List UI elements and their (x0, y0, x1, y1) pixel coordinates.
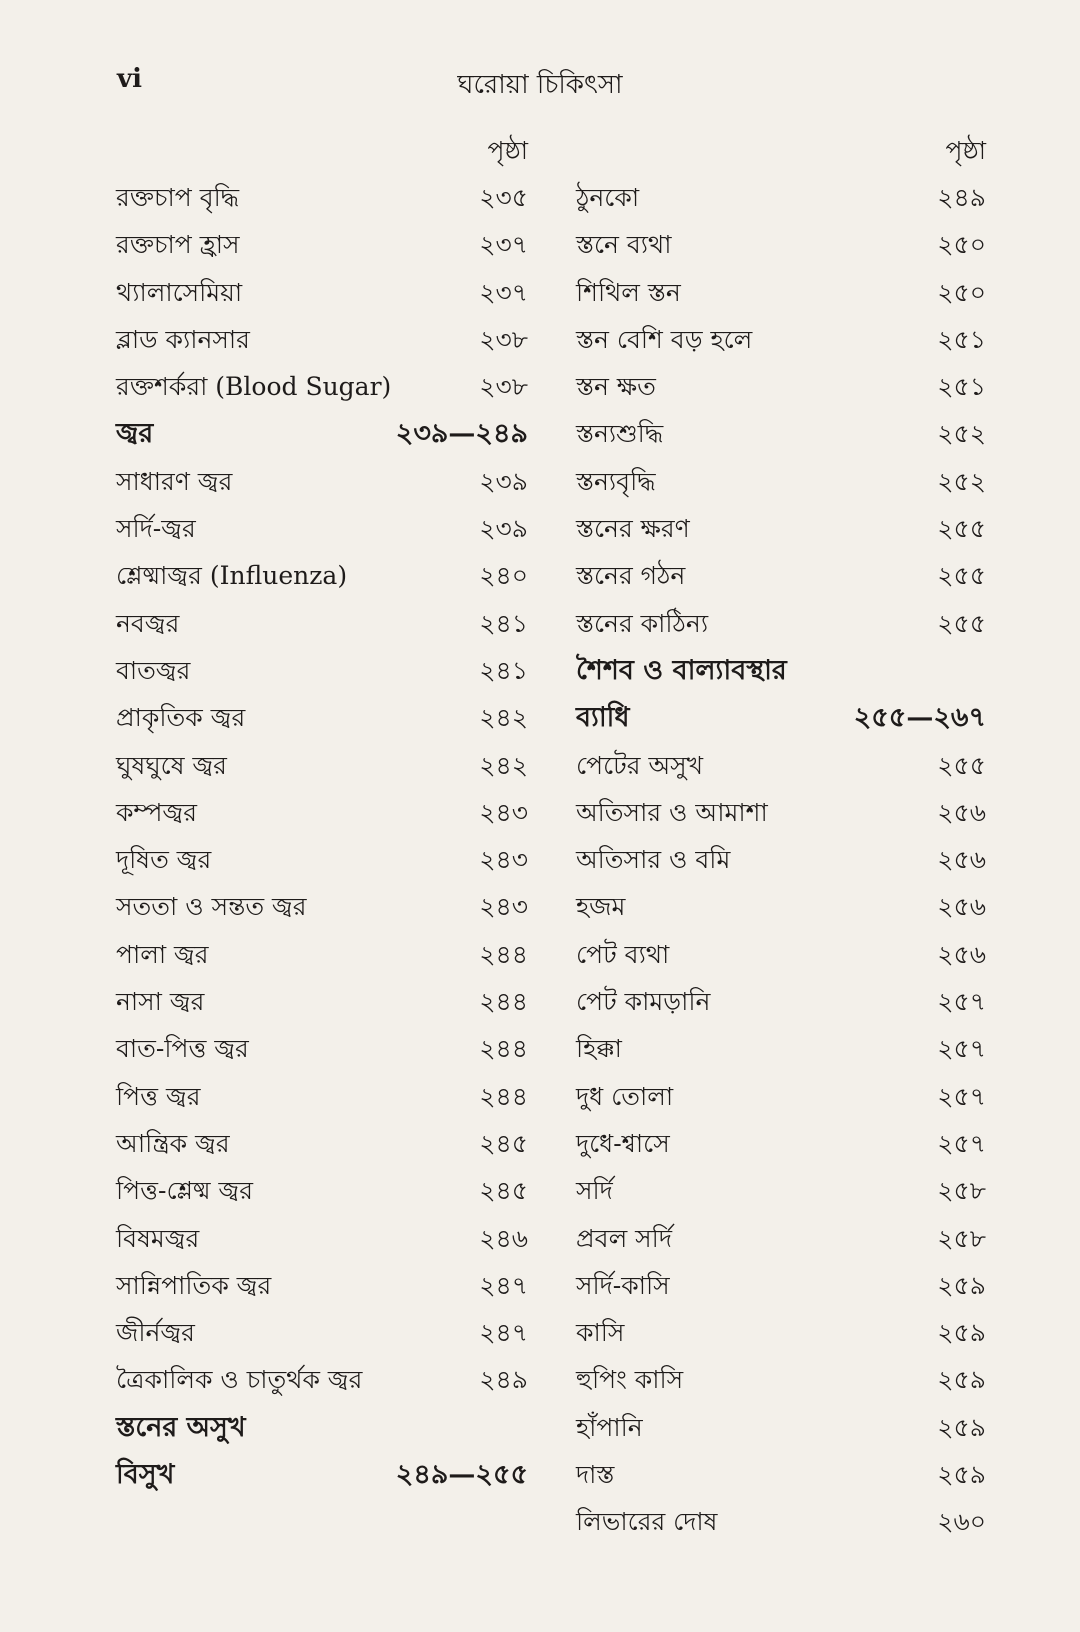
entry-title: পেট কামড়ানি (576, 987, 711, 1017)
entry-title: ঘুষঘুষে জ্বর (116, 750, 227, 780)
entry-title: সর্দি-কাসি (576, 1270, 670, 1300)
page-column-label: পৃষ্ঠা (487, 136, 528, 165)
toc-entry (116, 1356, 528, 1403)
entry-title: প্রবল সর্দি (576, 1223, 672, 1253)
entry-title: স্তনে ব্যথা (576, 230, 672, 260)
entry-title: কাসি (576, 1318, 625, 1348)
toc-entry (576, 1073, 986, 1120)
entry-title: হজম (576, 892, 626, 922)
entry-page: ২৪৭ (479, 1318, 528, 1348)
toc-entry (116, 647, 528, 694)
toc-entry (116, 316, 528, 363)
entry-title: জীর্নজ্বর (116, 1318, 195, 1348)
entry-page: ২৫৫ (937, 608, 986, 638)
entry-title: ব্যাধি (576, 702, 630, 734)
running-head: ঘরোয়া চিকিৎসা (457, 70, 623, 100)
entry-page: ২৪৯ (937, 183, 986, 212)
entry-page: ২৩৯—২৪৯ (395, 418, 528, 450)
entry-title: হাঁপানি (576, 1412, 643, 1442)
toc-entry (576, 836, 986, 883)
toc-entry (116, 1262, 528, 1309)
entry-title: অতিসার ও বমি (576, 845, 731, 875)
toc-entry (576, 883, 986, 930)
toc-entry (116, 1120, 528, 1167)
entry-page: ২৪০ (479, 561, 528, 591)
toc-entry (116, 410, 528, 457)
entry-title: দূষিত জ্বর (116, 845, 212, 875)
toc-entry (576, 1498, 986, 1545)
entry-title: পেট ব্যথা (576, 939, 670, 969)
entry-page: ২৫৯ (937, 1412, 986, 1442)
entry-title: দুধ তোলা (576, 1081, 674, 1111)
toc-entry (116, 269, 528, 316)
entry-page: ২৫৯ (937, 1365, 986, 1395)
entry-title: স্তনের কাঠিন্য (576, 608, 709, 638)
toc-entry (116, 1073, 528, 1120)
entry-page: ২৪৬ (479, 1223, 528, 1253)
entry-page: ২৪৫ (479, 1128, 528, 1158)
toc-entry (576, 552, 986, 599)
entry-title: শ্লেষ্মাজ্বর (Influenza) (116, 561, 348, 591)
entry-title: সাধারণ জ্বর (116, 466, 233, 496)
entry-page: ২৩৫ (479, 183, 528, 212)
right-entries (576, 174, 986, 1546)
entry-page: ২৪২ (479, 750, 528, 780)
toc-entry (576, 1309, 986, 1356)
entry-title: কম্পজ্বর (116, 797, 197, 827)
entry-title: স্তন ক্ষত (576, 372, 656, 402)
toc-entry (116, 1215, 528, 1262)
entry-page: ২৩৭ (479, 230, 528, 260)
entry-title: নাসা জ্বর (116, 987, 205, 1017)
toc-entry (116, 1404, 528, 1451)
toc-entry (116, 836, 528, 883)
entry-page: ২৫২ (937, 419, 986, 449)
toc-entry (576, 363, 986, 410)
toc-entry (576, 600, 986, 647)
right-column (576, 128, 986, 1546)
entry-page: ২৩৭ (479, 277, 528, 307)
entry-page: ২৪৩ (479, 892, 528, 922)
entry-page: ২৪৩ (479, 797, 528, 827)
entry-page: ২৫৯ (937, 1270, 986, 1300)
toc-entry (116, 600, 528, 647)
entry-title: বাতজ্বর (116, 655, 191, 685)
toc-entry (116, 363, 528, 410)
entry-page: ২৬০ (937, 1507, 986, 1537)
entry-title: থ্যালাসেমিয়া (116, 277, 243, 307)
entry-page: ২৫৬ (937, 939, 986, 969)
entry-title: দুধে-শ্বাসে (576, 1128, 670, 1158)
toc-entry (576, 1404, 986, 1451)
entry-title: সর্দি-জ্বর (116, 514, 196, 544)
entry-title: সান্নিপাতিক জ্বর (116, 1270, 272, 1300)
entry-page: ২৫৭ (937, 987, 986, 1017)
entry-page: ২৫০ (937, 230, 986, 260)
entry-page: ২৫৫ (937, 750, 986, 780)
entry-title: পালা জ্বর (116, 939, 209, 969)
entry-page: ২৪৪ (479, 1081, 528, 1111)
toc-entry (116, 742, 528, 789)
page-column-label: পৃষ্ঠা (945, 136, 986, 165)
toc-entry (576, 931, 986, 978)
toc-entry (576, 1451, 986, 1498)
entry-page: ২৫৮ (937, 1223, 986, 1253)
left-column (116, 128, 528, 1498)
entry-page: ২৪৯ (479, 1365, 528, 1395)
toc-entry (576, 269, 986, 316)
toc-entry (116, 978, 528, 1025)
entry-page: ২৫১ (937, 324, 986, 354)
entry-page: ২৫৫ (937, 561, 986, 591)
toc-entry (576, 458, 986, 505)
entry-title: হিক্কা (576, 1034, 622, 1064)
toc-entry (576, 1120, 986, 1167)
entry-page: ২৩৯ (479, 466, 528, 496)
entry-title: অতিসার ও আমাশা (576, 797, 768, 827)
entry-title: পেটের অসুখ (576, 750, 704, 780)
entry-page: ২৫৬ (937, 845, 986, 875)
entry-page: ২৪২ (479, 703, 528, 733)
entry-title: রক্তশর্করা (Blood Sugar) (116, 372, 392, 402)
toc-entry (116, 1451, 528, 1498)
toc-entry (116, 1167, 528, 1214)
entry-title: সততা ও সন্তত জ্বর (116, 892, 307, 922)
entry-page: ২৫৭ (937, 1081, 986, 1111)
entry-title: শৈশব ও বাল্যাবস্থার (576, 654, 787, 686)
entry-page: ২৪৩ (479, 845, 528, 875)
toc-entry (116, 552, 528, 599)
entry-page: ২৫৬ (937, 892, 986, 922)
toc-entry (576, 316, 986, 363)
entry-title: প্রাকৃতিক জ্বর (116, 703, 246, 733)
toc-entry (576, 410, 986, 457)
entry-page: ২৩৯ (479, 514, 528, 544)
toc-entry (116, 174, 528, 221)
toc-entry (576, 1167, 986, 1214)
toc-entry (116, 883, 528, 930)
entry-page: ২৫০ (937, 277, 986, 307)
entry-page: ২৫৮ (937, 1176, 986, 1206)
entry-page: ২৪৯—২৫৫ (395, 1459, 528, 1491)
entry-title: হুপিং কাসি (576, 1365, 684, 1395)
toc-entry (116, 505, 528, 552)
entry-title: রক্তচাপ বৃদ্ধি (116, 183, 240, 212)
entry-title: নবজ্বর (116, 608, 180, 638)
toc-entry (116, 221, 528, 268)
toc-entry (116, 1309, 528, 1356)
entry-title: বিসুখ (116, 1459, 175, 1491)
toc-entry (576, 694, 986, 741)
entry-title: সর্দি (576, 1176, 613, 1206)
entry-page: ২৫৫—২৬৭ (853, 702, 986, 734)
entry-page: ২৫৭ (937, 1128, 986, 1158)
left-entries (116, 174, 528, 1498)
entry-page: ২৫৭ (937, 1034, 986, 1064)
entry-title: স্তনের ক্ষরণ (576, 514, 690, 544)
entry-title: ত্রৈকালিক ও চাতুর্থক জ্বর (116, 1365, 363, 1395)
entry-page: ২৫১ (937, 372, 986, 402)
entry-title: স্তনের গঠন (576, 561, 686, 591)
toc-entry (576, 647, 986, 694)
toc-entry (576, 978, 986, 1025)
toc-entry (576, 1356, 986, 1403)
entry-title: স্তন্যশুদ্ধি (576, 419, 664, 449)
entry-title: জ্বর (116, 418, 154, 450)
entry-page: ২৩৮ (479, 372, 528, 402)
entry-title: বাত-পিত্ত জ্বর (116, 1034, 249, 1064)
toc-entry (116, 694, 528, 741)
toc-entry (576, 1215, 986, 1262)
entry-page: ২৪৭ (479, 1270, 528, 1300)
toc-entry (116, 931, 528, 978)
page-number: vi (117, 64, 142, 94)
toc-entry (116, 1025, 528, 1072)
toc-entry (576, 505, 986, 552)
toc-entry (116, 458, 528, 505)
entry-title: স্তন বেশি বড় হলে (576, 324, 753, 354)
entry-title: পিত্ত জ্বর (116, 1081, 201, 1111)
toc-entry (116, 789, 528, 836)
entry-page: ২৫৫ (937, 514, 986, 544)
entry-title: লিভারের দোষ (576, 1507, 718, 1537)
toc-entry (576, 789, 986, 836)
toc-entry (576, 174, 986, 221)
entry-title: ব্লাড ক্যানসার (116, 324, 250, 354)
entry-title: স্তন্যবৃদ্ধি (576, 466, 656, 496)
entry-title: ঠুনকো (576, 183, 640, 212)
entry-title: রক্তচাপ হ্রাস (116, 230, 240, 260)
entry-page: ২৪৪ (479, 987, 528, 1017)
entry-title: বিষমজ্বর (116, 1223, 200, 1253)
entry-page: ২৫২ (937, 466, 986, 496)
toc-entry (576, 742, 986, 789)
entry-title: পিত্ত-শ্লেষ্ম জ্বর (116, 1176, 254, 1206)
entry-title: আন্ত্রিক জ্বর (116, 1128, 230, 1158)
entry-page: ২৫৯ (937, 1460, 986, 1490)
toc-entry (576, 1262, 986, 1309)
entry-page: ২৫৯ (937, 1318, 986, 1348)
entry-page: ২৪৪ (479, 939, 528, 969)
entry-page: ২৫৬ (937, 797, 986, 827)
toc-entry (576, 221, 986, 268)
entry-title: দাস্ত (576, 1460, 615, 1490)
entry-page: ২৪৫ (479, 1176, 528, 1206)
toc-entry (576, 1025, 986, 1072)
entry-page: ২৪৪ (479, 1034, 528, 1064)
entry-page: ২৪১ (479, 655, 528, 685)
entry-title: স্তনের অসুখ (116, 1411, 246, 1443)
entry-page: ২৪১ (479, 608, 528, 638)
entry-title: শিথিল স্তন (576, 277, 681, 307)
entry-page: ২৩৮ (479, 324, 528, 354)
